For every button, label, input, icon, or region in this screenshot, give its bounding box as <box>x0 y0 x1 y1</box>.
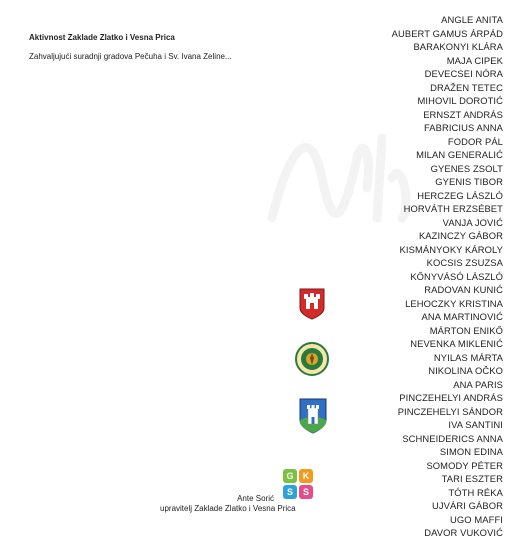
list-item: BARAKONYI KLÁRA <box>413 41 503 52</box>
list-item: FABRICIUS ANNA <box>423 122 503 133</box>
list-item: NYILAS MÁRTA <box>433 351 503 363</box>
tower-crest-icon <box>299 398 327 434</box>
list-item: TARI ESZTER <box>441 473 503 484</box>
list-item: DRAŽEN TETEC <box>430 81 503 93</box>
list-item: PINCZEHELYI ANDRÁS <box>399 392 503 403</box>
list-item: KŐNYVÁSÓ LÁSZLÓ <box>410 270 503 282</box>
list-item: PINCZEHELYI SÁNDOR <box>397 405 503 417</box>
paragraph: Zahvaljujući suradnji gradova Pečuha i Sv. Ivana Zeline... <box>29 52 232 61</box>
list-item: KISMÁNYOKY KÁROLY <box>399 243 503 255</box>
list-item: IVA SANTINI <box>448 419 503 430</box>
list-item: LEHOCZKY KRISTINA <box>405 297 503 309</box>
signature-role: upravitelj Zaklade Zlatko i Vesna Prica <box>160 504 296 513</box>
list-item: KAZINCZY GÁBOR <box>418 230 503 241</box>
list-item: GYENIS TIBOR <box>435 176 503 187</box>
list-item: VANJA JOVIĆ <box>442 216 503 228</box>
list-item: MILAN GENERALIĆ <box>416 149 503 160</box>
list-item: ANA PARIS <box>453 378 503 390</box>
list-item: TÓTH RÉKA <box>448 486 503 498</box>
list-item: MAJA CIPEK <box>446 54 503 66</box>
gks-letter-k: K <box>299 469 313 483</box>
gks-letter-s2: S <box>299 485 313 499</box>
gks-letter-g: G <box>283 469 297 483</box>
signature <box>160 494 296 514</box>
list-item: UGO MAFFI <box>450 513 503 525</box>
list-item: FODOR PÁL <box>447 135 503 147</box>
list-item: SIMON EDINA <box>439 446 503 457</box>
list-item: MÁRTON ENIKŐ <box>429 324 503 336</box>
list-item: DEVECSEI NÓRA <box>424 68 503 79</box>
list-item: ERNSZT ANDRÁS <box>423 108 503 120</box>
list-item: NEVENKA MIKLENIĆ <box>410 338 503 349</box>
list-item: KOCSIS ZSUZSA <box>426 257 503 268</box>
list-item: RADOVAN KUNIĆ <box>424 284 503 295</box>
list-item: ANGLE ANITA <box>441 14 503 25</box>
list-item: HORVÁTH ERZSÉBET <box>403 203 503 214</box>
list-item: AUBERT GAMUS ÁRPÁD <box>391 27 503 39</box>
list-item: NIKOLINA OČKO <box>428 365 503 376</box>
list-item: SCHNEIDERICS ANNA <box>402 432 503 444</box>
article-heading: Aktivnost Zaklade Zlatko i Vesna Prica <box>29 33 175 42</box>
article <box>29 33 274 62</box>
list-item: ANA MARTINOVIĆ <box>421 311 503 322</box>
list-item: DAVOR VUKOVIĆ <box>424 527 503 538</box>
signature-name: Ante Sorić <box>237 494 274 503</box>
samobor-crest-icon <box>299 288 325 320</box>
list-item: HERCZEG LÁSZLÓ <box>417 189 503 201</box>
list-item: MIHOVIL DOROTIĆ <box>417 95 503 106</box>
artist-names-list <box>378 13 503 540</box>
gks-letter-s1: S <box>283 485 297 499</box>
list-item: UJVÁRI GÁBOR <box>431 500 503 511</box>
list-item: GYENES ZSOLT <box>430 162 503 174</box>
list-item: SOMODY PÉTER <box>426 459 503 471</box>
round-seal-icon <box>295 342 329 376</box>
gks-logo <box>283 469 313 499</box>
